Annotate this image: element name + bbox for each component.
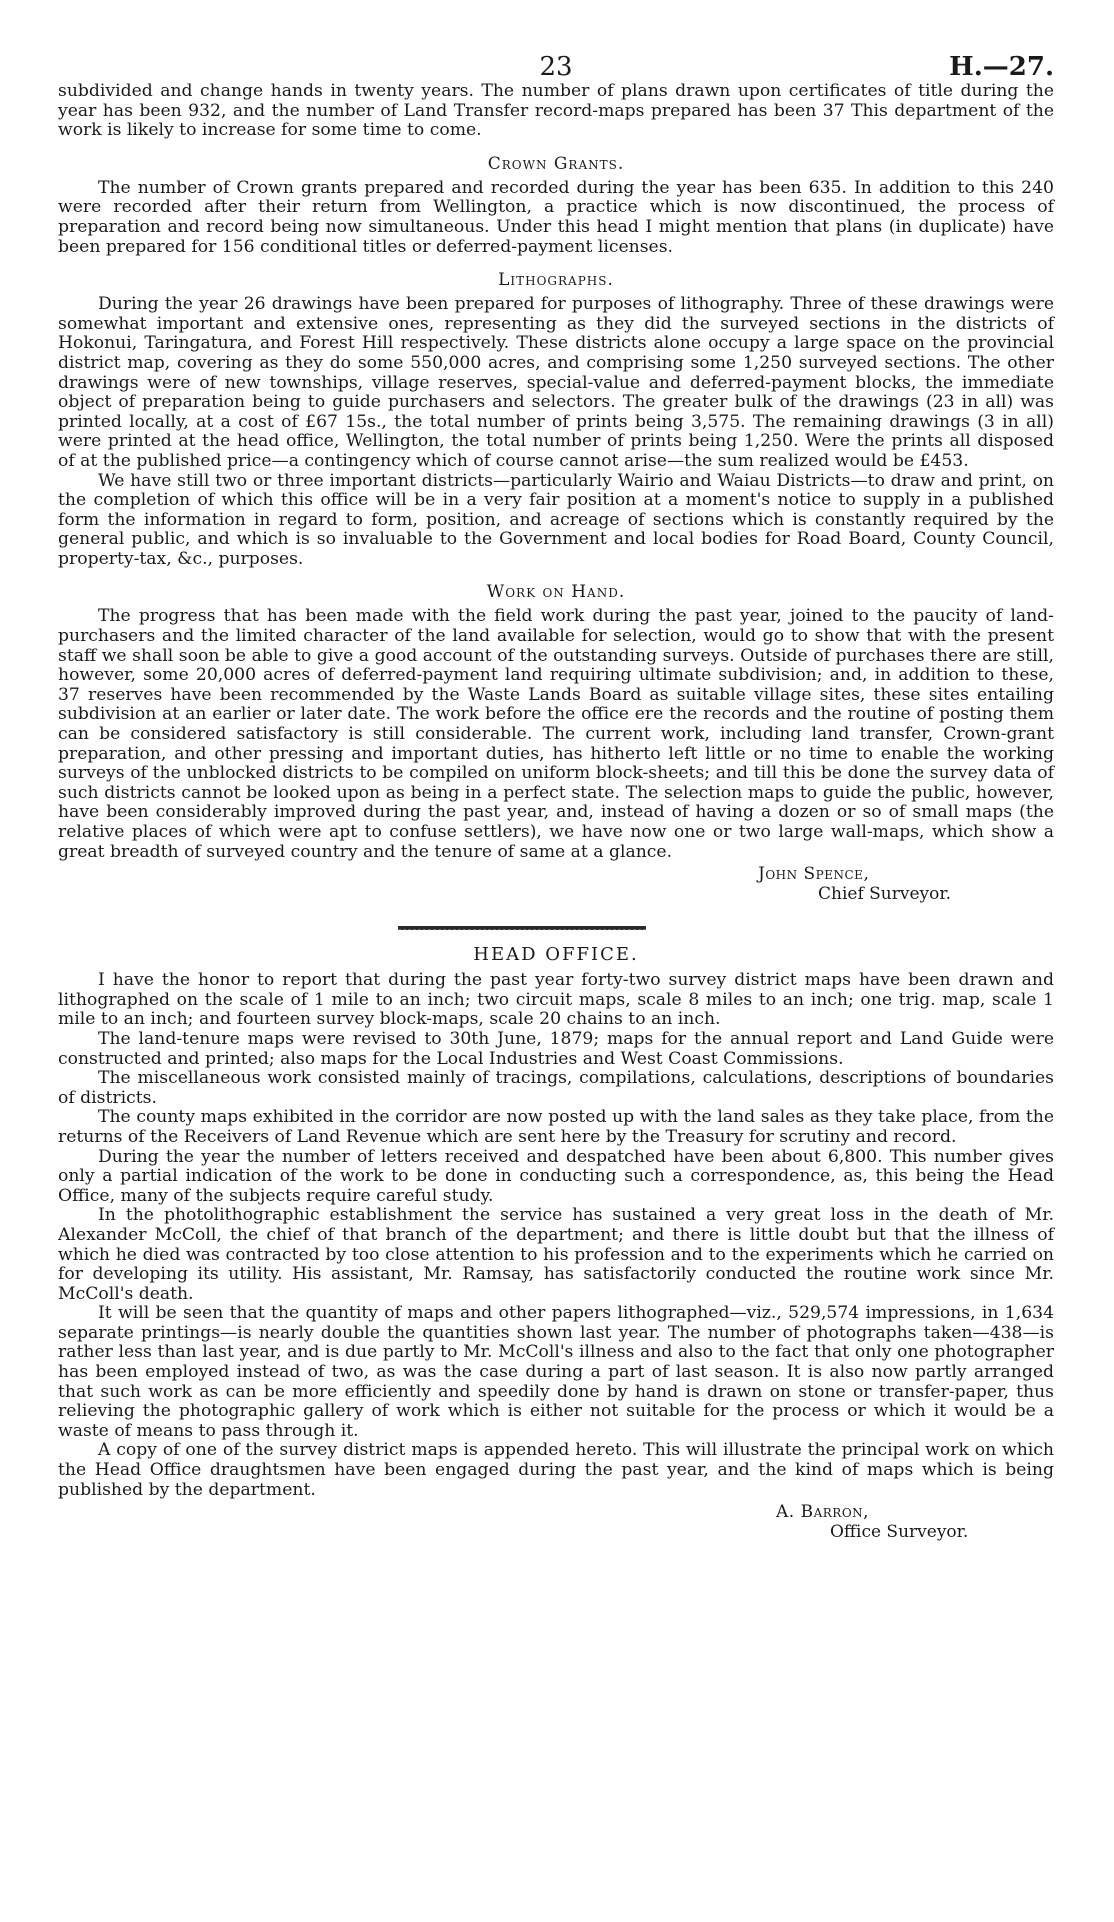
body-paragraph: It will be seen that the quantity of maps and other papers lithographed—viz., 529,574 impressions, in 1,634 separate printings—is nearly double the quantities shown last year. The number of photographs taken—438—is rather less than last year, and is due partly to Mr. McColl's illness and also to the fact that only one photographer has been employed instead of two, as was the case during a part of last season. It is also now partly arranged that such work as can be more efficiently and speedily done by hand is drawn on stone or transfer-paper, thus relieving the photographic gallery of work which is either not suitable for the process or which it would be a waste of means to pass through it. (58, 1303, 1054, 1441)
body-paragraph: The land-tenure maps were revised to 30th June, 1879; maps for the annual report and Land Guide were constructed and printed; also maps for the Local Industries and West Coast Commissions. (58, 1028, 1054, 1069)
body-paragraph: The progress that has been made with the field work during the past year, joined to the paucity of land-purchasers and the limited character of the land available for selection, would go to show that with the present staff we shall soon be able to give a good account of the outstanding surveys. Outside of purchases there are still, however, some 20,000 acres of deferred-payment land requiring ultimate subdivision; and, in addition to these, 37 reserves have been recommended by the Waste Lands Board as suitable village sites, these sites entailing subdivision at an earlier or later date. The work before the office ere the records and the routine of posting them can be considered satisfactory is still considerable. The current work, including land transfer, Crown-grant preparation, and other pressing and important duties, has hitherto left little or no time to enable the working surveys of the unblocked districts to be compiled on uniform block-sheets; and till this be done the survey data of such districts cannot be looked upon as being in a perfect state. The selection maps to guide the public, however, have been considerably improved during the past year, and, instead of having a dozen or so of small maps (the relative places of which were apt to confuse settlers), we have now one or two large wall-maps, which show a great breadth of surveyed country and the tenure of same at a glance. (58, 606, 1054, 862)
signatory-title: Chief Surveyor. (818, 884, 952, 905)
body-paragraph: A copy of one of the survey district maps is appended hereto. This will illustrate the principal work on which the Head Office draughtsmen have been engaged during the past year, and the kind of maps which is being published by the department. (58, 1440, 1054, 1500)
section-heading-work-on-hand: Work on Hand. (486, 582, 626, 603)
page-number: 23 (539, 52, 573, 82)
signatory-name: A. Barron, (776, 1502, 870, 1523)
section-heading-lithographs: Lithographs. (498, 270, 614, 291)
body-paragraph: During the year the number of letters received and despatched have been about 6,800. This number gives only a partial indication of the work to be done in conducting such a correspondence, as, this being the Head Office, many of the subjects require careful study. (58, 1146, 1054, 1206)
body-paragraph: We have still two or three important districts—particularly Wairio and Waiau Districts—to draw and print, on the completion of which this office will be in a very fair position at a moment's notice to supply in a published form the information in regard to form, position, and acreage of sections which is constantly required by the general public, and which is so invaluable to the Government and local bodies for Road Board, County Council, property-tax, &c., purposes. (58, 470, 1054, 569)
body-paragraph: The county maps exhibited in the corridor are now posted up with the land sales as they take place, from the returns of the Receivers of Land Revenue which are sent here by the Treasury for scrutiny and record. (58, 1107, 1054, 1147)
signature-block-office-surveyor (58, 1502, 1054, 1542)
head-office-heading: HEAD OFFICE. (473, 944, 639, 966)
body-paragraph: In the photolithographic establishment the service has sustained a very great loss in the death of Mr. Alexander McColl, the chief of that branch of the department; and there is little doubt but that the illness of which he died was contracted by too close attention to his profession and to the experiments which he carried on for developing its utility. His assistant, Mr. Ramsay, has satisfactorily conducted the routine work since Mr. McColl's death. (58, 1205, 1054, 1304)
body-paragraph: The miscellaneous work consisted mainly of tracings, compilations, calculations, descriptions of boundaries of districts. (58, 1068, 1054, 1108)
document-reference: H.—27. (949, 52, 1054, 82)
body-paragraph: subdivided and change hands in twenty years. The number of plans drawn upon certificates of title during the year has been 932, and the number of Land Transfer record-maps prepared has been 37 This department of the work is likely to increase for some time to come. (58, 81, 1054, 141)
section-divider (398, 926, 646, 930)
body-paragraph: I have the honor to report that during the past year forty-two survey district maps have been drawn and lithographed on the scale of 1 mile to an inch; two circuit maps, scale 8 miles to an inch; one trig. map, scale 1 mile to an inch; and fourteen survey block-maps, scale 20 chains to an inch. (58, 970, 1054, 1030)
section-heading-crown-grants: Crown Grants. (487, 153, 625, 174)
body-paragraph: The number of Crown grants prepared and recorded during the year has been 635. In addition to this 240 were recorded after their return from Wellington, a practice which is now discontinued, the process of preparation and record being now simultaneous. Under this head I might mention that plans (in duplicate) have been prepared for 156 conditional titles or deferred-payment licenses. (58, 177, 1054, 257)
signature-block-chief-surveyor (58, 864, 1054, 904)
page-header (58, 30, 1054, 82)
signatory-name: John Spence, (758, 864, 870, 885)
body-paragraph: During the year 26 drawings have been prepared for purposes of lithography. Three of these drawings were somewhat important and extensive ones, representing as they did the surveyed sections in the districts of Hokonui, Taringatura, and Forest Hill respectively. These districts alone occupy a large space on the provincial district map, covering as they do some 550,000 acres, and comprising some 1,250 surveyed sections. The other drawings were of new townships, village reserves, special-value and deferred-payment blocks, the immediate object of preparation being to guide purchasers and selectors. The greater bulk of the drawings (23 in all) was printed locally, at a cost of £67 15s., the total number of prints being 3,575. The remaining drawings (3 in all) were printed at the head office, Wellington, the total number of prints being 1,250. Were the prints all disposed of at the published price—a contingency which of course cannot arise—the sum realized would be £453. (58, 294, 1054, 471)
signatory-title: Office Surveyor. (830, 1522, 969, 1543)
